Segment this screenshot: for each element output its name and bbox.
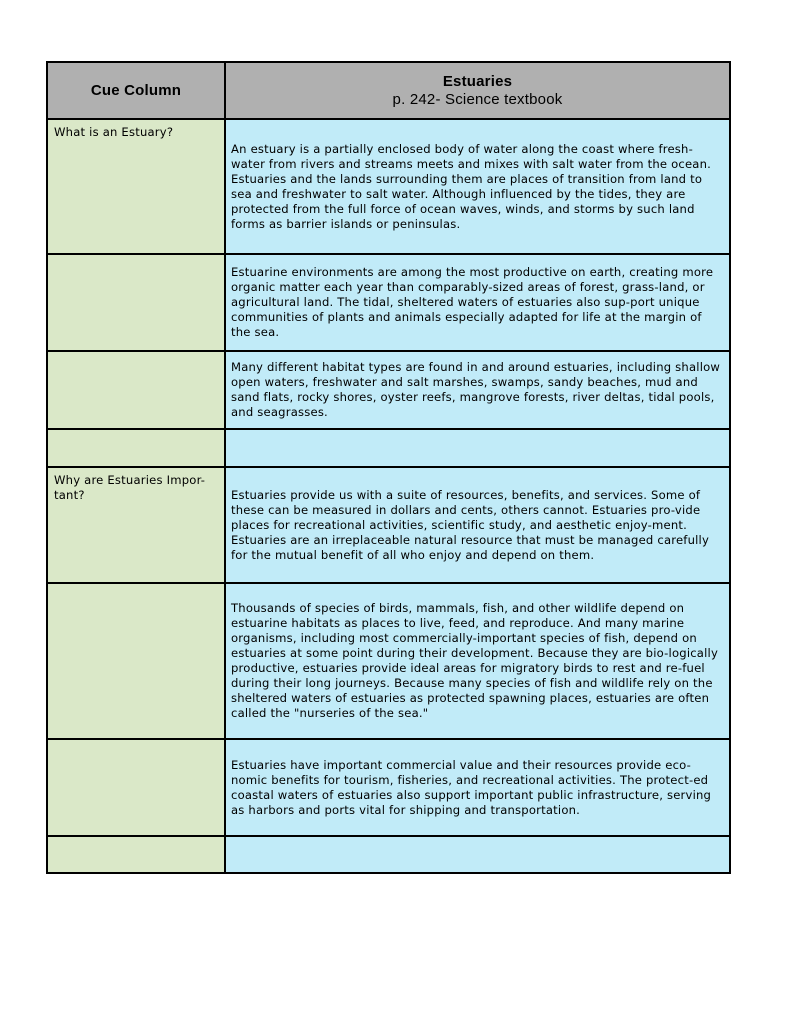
notes-cell	[226, 584, 729, 738]
table-row	[48, 350, 729, 428]
notes-text: Estuaries have important commercial value and their resources provide eco-nomic benefits for tourism, fisheries, and recreational activities. The protect-ed coastal waters of estuaries also support important public infrastructure, serving as harbors and ports vital for shipping and transportation.	[231, 757, 712, 817]
cue-cell: Why are Estuaries Impor-tant?	[48, 468, 226, 582]
cue-cell: What is an Estuary?	[48, 120, 226, 253]
table-row	[48, 466, 729, 582]
notes-text: Estuaries provide us with a suite of resources, benefits, and services. Some of these can be measured in dollars and cents, others cannot. Estuaries pro-vide places for recreational activities, scientific study, and aesthetic enjoy-ment. Estuaries are an irreplaceable natural resource that must be managed carefully for the mutual benefit of all who enjoy and depend on them.	[231, 487, 710, 562]
notes-cell	[226, 468, 729, 582]
table-row	[48, 253, 729, 350]
notes-cell	[226, 352, 729, 428]
table-row	[48, 582, 729, 738]
notes-subtitle: p. 242- Science textbook	[392, 90, 563, 108]
table-row	[48, 738, 729, 835]
notes-title: Estuaries	[442, 72, 513, 90]
cue-cell	[48, 740, 226, 835]
notes-cell	[226, 837, 729, 872]
notes-text: Many different habitat types are found in and around estuaries, including shallow open waters, freshwater and salt marshes, swamps, sandy beaches, mud and sand flats, rocky shores, oyster reefs, mangrove forests, river deltas, tidal pools, and seagrasses.	[231, 360, 721, 419]
table-row	[48, 118, 729, 253]
notes-text: Estuarine environments are among the most productive on earth, creating more organic matter each year than comparably-sized areas of forest, grass-land, or agricultural land. The tidal, sheltered waters of estuaries also sup-port unique communities of plants and animals especially adapted for life at the margin of the sea.	[231, 265, 714, 339]
cue-column-header: Cue Column	[48, 63, 226, 118]
table-row	[48, 428, 729, 466]
notes-cell	[226, 120, 729, 253]
notes-header	[226, 63, 729, 118]
cue-cell	[48, 352, 226, 428]
notes-text: Thousands of species of birds, mammals, fish, and other wildlife depend on estuarine habitats as places to live, feed, and reproduce. And many marine organisms, including most commercially-important species of fish, depend on estuaries at some point during their development. Because they are bio-logically productive, estuaries provide ideal areas for migratory birds to rest and re-fuel during their long journeys. Because many species of fish and wildlife rely on the sheltered waters of estuaries as protected spawning places, estuaries are often called the "nurseries of the sea."	[231, 601, 719, 720]
notes-cell	[226, 740, 729, 835]
cue-cell	[48, 255, 226, 350]
notes-cell	[226, 430, 729, 466]
header-row	[48, 63, 729, 118]
cue-cell	[48, 430, 226, 466]
notes-cell	[226, 255, 729, 350]
table-row	[48, 835, 729, 872]
cornell-notes-table	[46, 61, 731, 874]
notes-text: An estuary is a partially enclosed body of water along the coast where fresh-water from rivers and streams meets and mixes with salt water from the ocean. Estuaries and the lands surrounding them are places of transition from land to sea and freshwater to salt water. Although influenced by the tides, they are protected from the full force of ocean waves, winds, and storms by such land forms as barrier islands or peninsulas.	[231, 141, 712, 231]
cue-cell	[48, 837, 226, 872]
cue-cell	[48, 584, 226, 738]
